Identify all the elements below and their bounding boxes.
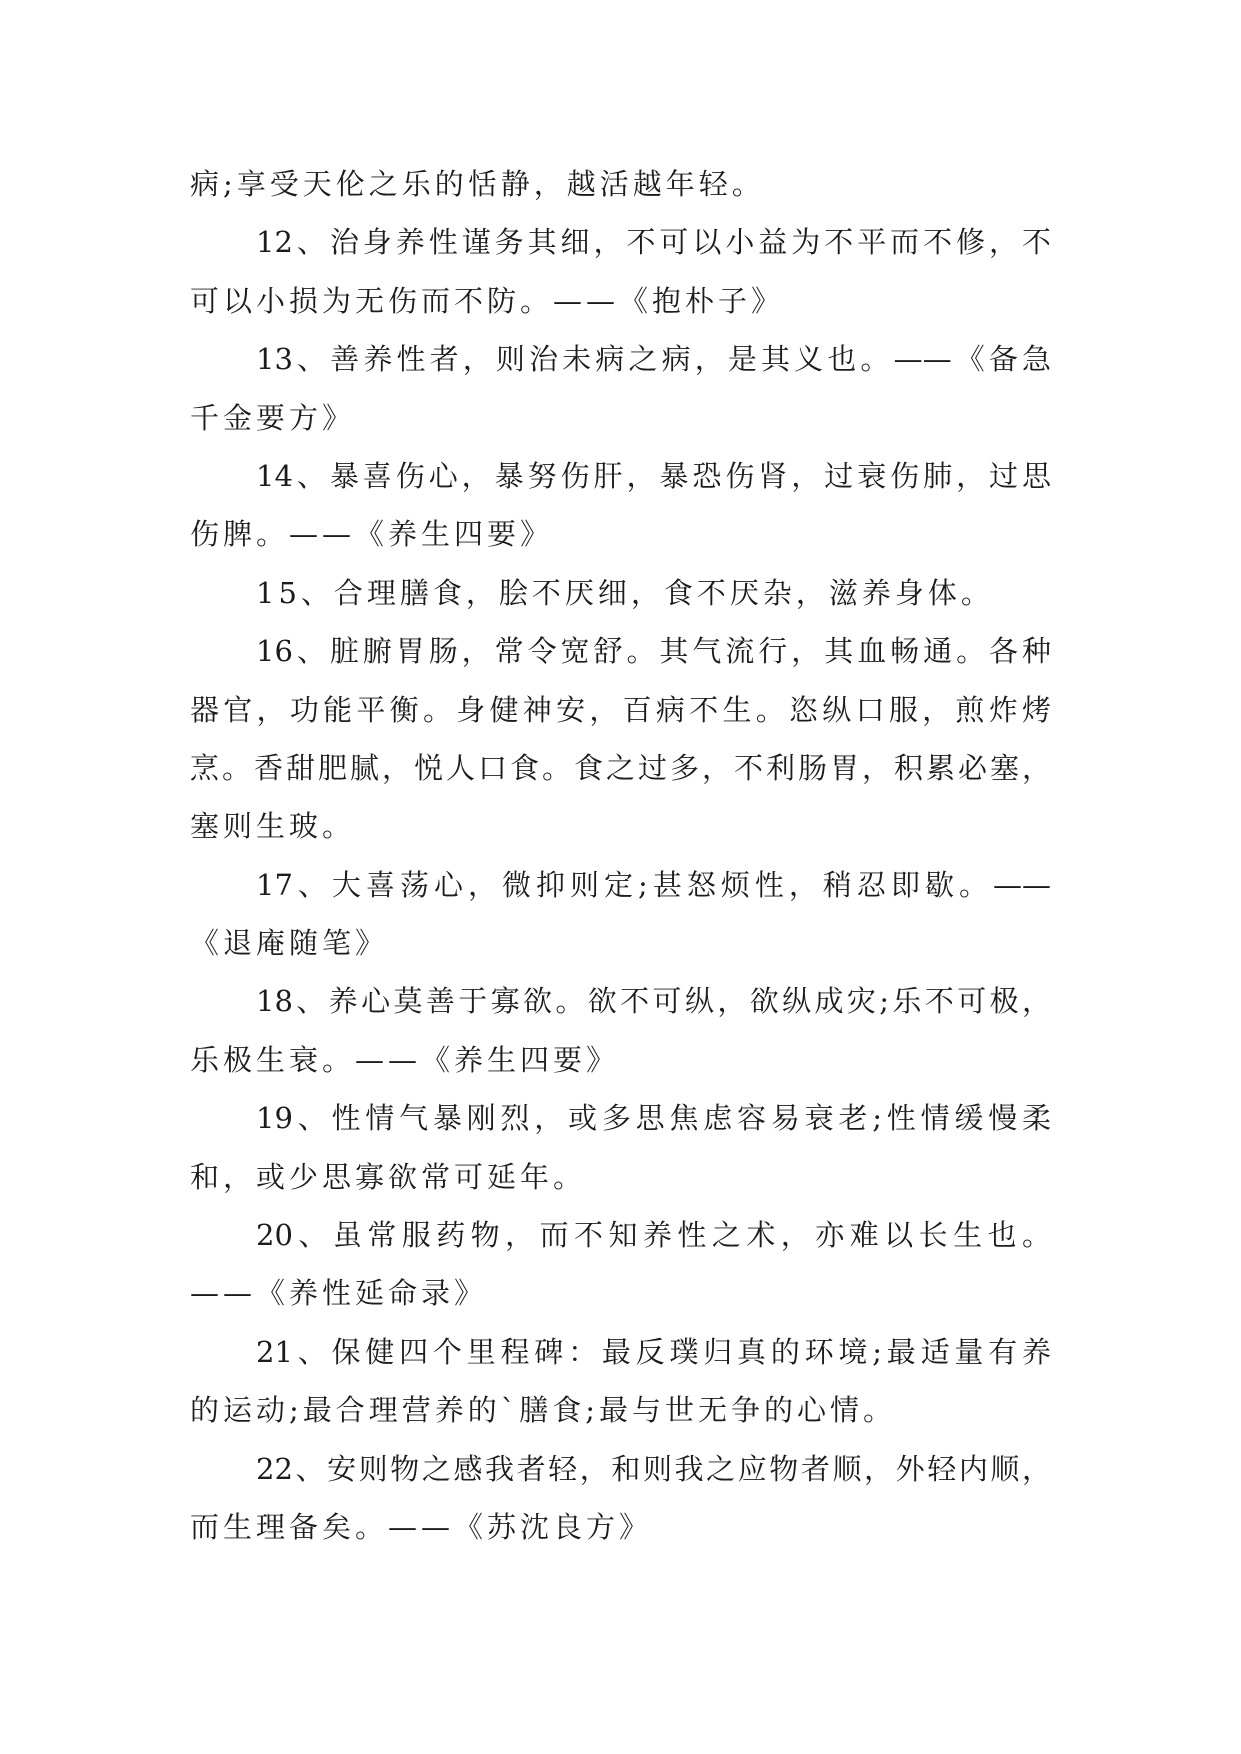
- paragraph-17: [190, 856, 1051, 973]
- text-line: 可以小损为无伤而不防。——《抱朴子》: [190, 283, 785, 318]
- paragraph-21: [190, 1323, 1051, 1440]
- text-line: 19、性情气暴刚烈，或多思焦虑容易衰老;性情缓慢柔: [256, 1101, 1051, 1136]
- text-line: 器官，功能平衡。身健神安，百病不生。恣纵口服，煎炸烤: [190, 692, 1051, 727]
- text-line: 21、保健四个里程碑：最反璞归真的环境;最适量有养: [256, 1334, 1051, 1369]
- paragraph-19: [190, 1089, 1051, 1206]
- text-line: 塞则生玻。: [190, 809, 356, 844]
- text-line: 15、合理膳食，脍不厌细，食不厌杂，滋养身体。: [256, 575, 994, 610]
- text-line: ——《养性延命录》: [190, 1276, 488, 1311]
- text-line: 伤脾。——《养生四要》: [190, 517, 554, 552]
- paragraph-12: [190, 213, 1051, 330]
- paragraph-continuation: [190, 155, 1051, 213]
- paragraph-20: [190, 1206, 1051, 1323]
- text-line: 12、治身养性谨务其细，不可以小益为不平而不修，不: [256, 225, 1051, 260]
- text-line: 16、脏腑胃肠，常令宽舒。其气流行，其血畅通。各种: [256, 634, 1051, 669]
- paragraph-15: [190, 564, 1051, 622]
- paragraph-18: [190, 972, 1051, 1089]
- text-line: 20、虽常服药物，而不知养性之术，亦难以长生也。: [256, 1218, 1051, 1253]
- paragraph-13: [190, 330, 1051, 447]
- text-line: 17、大喜荡心，微抑则定;甚怒烦性，稍忍即歇。——: [256, 867, 1051, 902]
- text-line: 病;享受天伦之乐的恬静，越活越年轻。: [190, 167, 765, 201]
- paragraph-16: [190, 622, 1051, 856]
- paragraph-22: [190, 1440, 1051, 1557]
- text-body: [190, 155, 1051, 1556]
- text-line: 14、暴喜伤心，暴努伤肝，暴恐伤肾，过衰伤肺，过思: [256, 458, 1051, 493]
- text-line: 的运动;最合理营养的`膳食;最与世无争的心情。: [190, 1393, 897, 1428]
- text-line: 烹。香甜肥腻，悦人口食。食之过多，不利肠胃，积累必塞，: [190, 750, 1051, 785]
- text-line: 22、安则物之感我者轻，和则我之应物者顺，外轻内顺，: [256, 1451, 1051, 1486]
- text-line: 18、养心莫善于寡欲。欲不可纵，欲纵成灾;乐不可极，: [256, 984, 1051, 1019]
- paragraph-14: [190, 447, 1051, 564]
- text-line: 和，或少思寡欲常可延年。: [190, 1159, 587, 1194]
- text-line: 乐极生衰。——《养生四要》: [190, 1042, 620, 1077]
- text-line: 《退庵随笔》: [190, 926, 389, 961]
- text-line: 而生理备矣。——《苏沈良方》: [190, 1509, 653, 1544]
- text-line: 13、善养性者，则治未病之病，是其义也。——《备急: [256, 342, 1051, 377]
- text-line: 千金要方》: [190, 400, 356, 435]
